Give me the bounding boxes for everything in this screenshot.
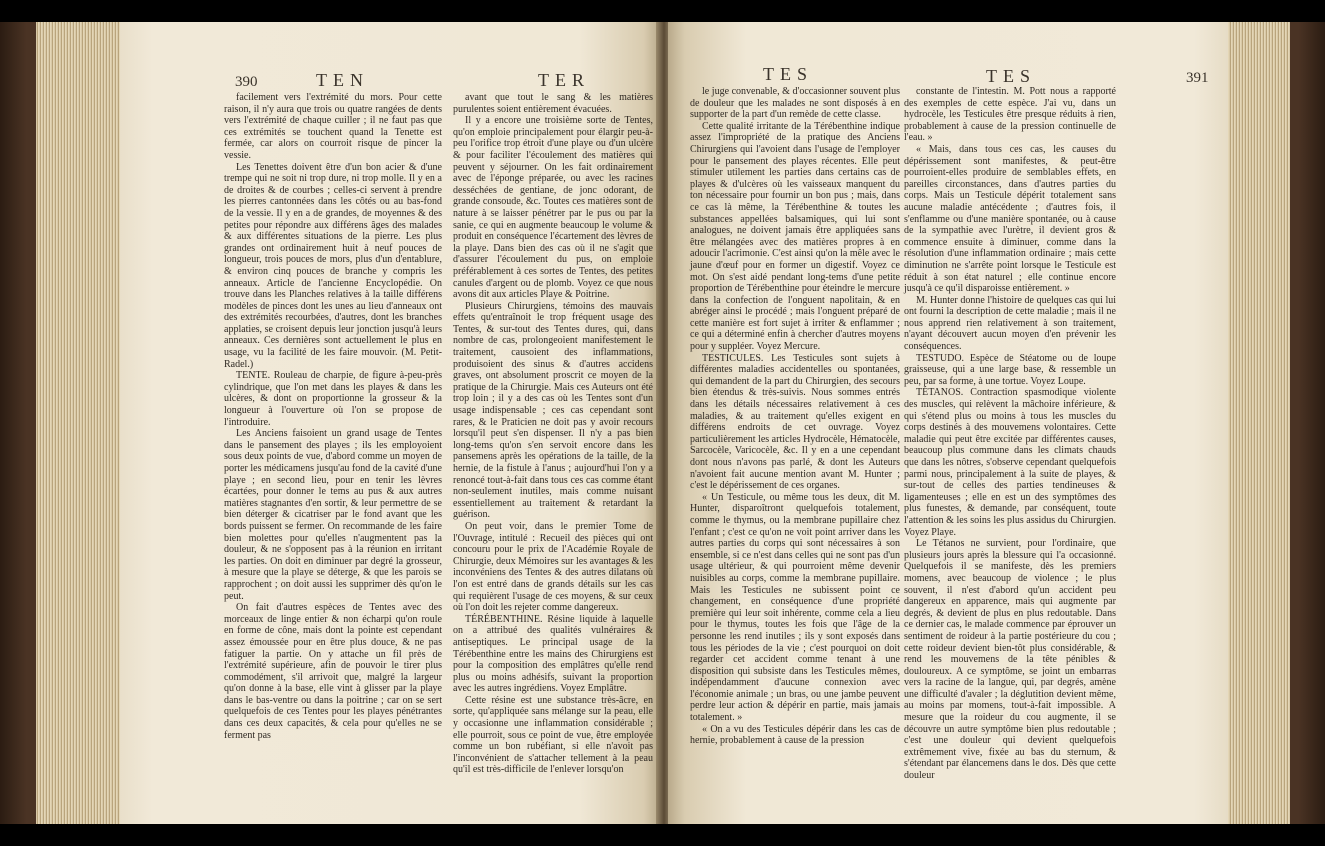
text-column-1 xyxy=(224,92,442,741)
right-page xyxy=(668,22,1228,824)
paragraph: facilement vers l'extrémité du mors. Pour cette raison, il n'y aura que trois ou quatre rangées de dents vers l'extrémité de chaque cuiller ; il ne faut pas que ces extrémités se touchent quand la Tenette est fermée, car alors on courroit risque de pincer la vessie. xyxy=(224,92,442,161)
paragraph: TENTE. Rouleau de charpie, de figure à-peu-près cylindrique, que l'on met dans les playes & dans les ulcères, & dont on proportionne la grosseur & la longueur à l'ouverture où l'on se propose de l'introduire. xyxy=(224,370,442,428)
paragraph: On fait d'autres espèces de Tentes avec des morceaux de linge entier & non écharpi qu'on roule en forme de cône, mais dont la pointe est cependant assez émoussée pour en être plus douce, & ne pas fatiguer la partie. On y attache un fil près de l'extrémité supérieure, afin de pouvoir le tirer plus commodément, s'il arrivoit que, malgré la largeur qu'on donne à la base, elle vint à glisser par la playe dans le bas-ventre ou dans la poitrine ; car on se sert quelquefois de ces Tentes pour les playes pénétrantes dans ces deux capacités, & cela pour qu'elles ne se ferment pas xyxy=(224,602,442,741)
paragraph: Le Tétanos ne survient, pour l'ordinaire, que plusieurs jours après la blessure qui l'a occasionné. Quelquefois il se manifeste, dès les premiers momens, avec beaucoup de violence ; le plus souvent, il n'est d'abord qu'un accident peu dangereux en apparence, mais qui augmente par degrés, & devient de plus en plus redoutable. Dans ce dernier cas, le malade commence par éprouver un sentiment de roideur à la partie postérieure du cou ; cette roideur devient bien-tôt plus considérable, & rend les mouvemens de la tête pénibles & douloureux. A ce symptôme, se joint un embarras vers la racine de la langue, qui, par degrés, amène une difficulté d'avaler ; la déglutition devient même, au moins par momens, tout-à-fait impossible. A mesure que la roideur du cou augmente, il se découvre un autre symptôme bien plus redoutable ; c'est une douleur qui devient quelquefois extrêmement vive, fixée au bas du sternum, & s'étendant par élancemens dans le dos. Dès que cette douleur xyxy=(904,538,1116,782)
paragraph: avant que tout le sang & les matières purulentes soient entièrement évacuées. xyxy=(453,92,653,115)
paragraph: Les Tenettes doivent être d'un bon acier & d'une trempe qui ne soit ni trop dure, ni trop molle. Il y en a de droites & de courbes ; celles-ci servent à prendre les pierres cantonnées dans les côtés ou au bas-fond de la vessie. Il y en a de grandes, de moyennes & des petites pour répondre aux différens âges des malades & aux différentes situations de la pierre. Les plus grandes ont ordinairement huit à neuf pouces de longueur, trois pouces de mors, plus d'un d'entablure, & environ cinq pouces de branche y compris les anneaux. Article de l'ancienne Encyclopédie. On trouve dans les Planches relatives à la taille différens modèles de pinces dont les unes au lieu d'anneaux ont des extrémités recourbées, d'autres, dont les branches applaties, se croisent depuis leur jonction jusqu'à leurs anneaux. Ces dernières sont actuellement le plus en usage, vu la facilité de les faire mouvoir. (M. Petit-Radel.) xyxy=(224,161,442,370)
running-head-right: TER xyxy=(538,70,590,90)
paragraph: le juge convenable, & d'occasionner souvent plus de douleur que les malades ne sont disposés à en supporter de la part d'un remède de cette classe. xyxy=(690,86,900,121)
page-number: 390 xyxy=(235,74,258,90)
paragraph: On peut voir, dans le premier Tome de l'Ouvrage, intitulé : Recueil des pièces qui ont concouru pour le prix de l'Académie Royale de Chirurgie, deux Mémoires sur les avantages & les inconvéniens des Tentes & des autres dilatans où l'on est entré dans de grands détails sur les cas qui requièrent l'usage de ces moyens, & sur ceux où l'on doit les rejeter comme dangereux. xyxy=(453,520,653,614)
paragraph: TÉTANOS. Contraction spasmodique violente des muscles, qui relèvent la mâchoire inférieure, & qui s'étend plus ou moins à tous les muscles du corps destinés à des mouvemens volontaires. Cette maladie qui peut être excitée par différentes causes, beaucoup plus commune dans les climats chauds que dans les nôtres, s'observe cependant quelquefois parmi nous, principalement à la suite de playes, & sur-tout de celles des parties tendineuses & ligamenteuses ; elle en est un des symptômes des plus funestes, & demande, par conséquent, toute l'attention & les soins les plus assidus du Chirurgien. Voyez Playe. xyxy=(904,387,1116,538)
left-page xyxy=(120,22,660,824)
left-page-edges xyxy=(36,22,122,824)
running-head-left: TEN xyxy=(316,70,369,90)
paragraph: TESTICULES. Les Testicules sont sujets à différentes maladies accidentelles ou spontanées, qui demandent de la part du Chirurgien, des secours bien étendus & très-suivis. Nous sommes entrés dans les détails nécessaires relativement à ces maladies, & au traitement qu'elles exigent en différens endroits de cet ouvrage. Voyez particulièrement les articles Hydrocèle, Hématocèle, Sarcocèle, Varicocèle, &c. Il y en a une cependant dont nous n'avons pas parlé, & dont les Auteurs n'avoient fait aucune mention avant M. Hunter ; c'est le dépérissement de ces organes. xyxy=(690,352,900,492)
paragraph: « Mais, dans tous ces cas, les causes du dépérissement sont manifestes, & peut-être pourroient-elles produire de semblables effets, en pareilles circonstances, dans d'autres parties du corps. Mais un Testicule dépérit totalement sans aucune maladie antécédente ; d'autres fois, il s'enflamme ou d'une manière spontanée, ou à cause de la sympathie avec l'urètre, il devient gros & commence ensuite à diminuer, comme dans la résolution d'une inflammation ordinaire ; mais cette diminution ne s'arrête point lorsque le Testicule est réduit à son état naturel ; elle continue encore jusqu'à ce qu'il disparoisse entièrement. » xyxy=(904,143,1116,295)
paragraph: M. Hunter donne l'histoire de quelques cas qui lui ont fourni la description de cette maladie ; mais il ne nous apprend rien relativement à son traitement, n'ayant découvert aucun moyen d'en prévenir les conséquences. xyxy=(904,294,1116,353)
page-number: 391 xyxy=(1186,70,1209,86)
paragraph: Cette résine est une substance très-âcre, en sorte, qu'appliquée sans mélange sur la peau, elle y occasionne une inflammation considérable ; elle pourroit, sous ce point de vue, être employée comme un bon rubéfiant, si elle n'avoit pas l'inconvénient de s'attacher tellement à la peau qu'il est très-difficile de l'enlever lorsqu'on xyxy=(453,694,653,776)
paragraph: « Un Testicule, ou même tous les deux, dit M. Hunter, disparoîtront quelquefois totalement, comme le thymus, ou la membrane pupillaire chez l'enfant ; c'est ce qu'on ne voit point arriver dans les autres parties du corps qui sont nécessaires à son ensemble, si ce n'est dans celles qui ne sont pas d'un usage ultérieur, & qui pourroient même devenir nuisibles au corps, comme la membrane pupillaire. Mais les Testicules ne subissent point ce changement, en conséquence d'une propriété première qui leur soit inhérente, comme cela a lieu pour le thymus, toutes les fois que l'âge de la personne les rend inutiles ; ils y sont exposés dans tous les périodes de la vie ; c'est pourquoi on doit regarder cet accident comme tenant à une disposition qui subsiste dans les Testicules mêmes, indépendamment d'aucune connexion avec l'économie animale ; un bras, ou une jambe peuvent perdre leur action & dépérir en partie, mais jamais totalement. » xyxy=(690,491,900,724)
text-column-2 xyxy=(904,86,1116,782)
running-head-left: TES xyxy=(763,64,814,84)
paragraph: Les Anciens faisoient un grand usage de Tentes dans le pansement des playes ; ils les employoient sous deux points de vue, d'abord comme un moyen de porter les médicamens jusqu'au fond de la cavité d'une playe ; en second lieu, pour en tenir les lèvres écartées, pour donner le tems au pus & aux autres matières stagnantes d'en sortir, & leur permettre de se bien déterger & cicatriser par le fond avant que les bords puissent se fermer. On recommande de les faire bien molettes pour qu'elles n'augmentent pas la douleur, & ne s'opposent pas à la réunion en irritant les parties. On doit en diminuer par degré la grosseur, à mesure que la playe se déterge, & que les parois se rapprochent ; on doit aussi les supprimer dès qu'on le peut. xyxy=(224,428,442,602)
paragraph: TÉRÉBENTHINE. Résine liquide à laquelle on a attribué des qualités vulnéraires & antiseptiques. Le principal usage de la Térébenthine entre les mains des Chirurgiens est pour la composition des emplâtres qu'elle rend plus ou moins adhésifs, suivant la proportion avec les autres ingrédiens. Voyez Emplâtre. xyxy=(453,613,653,695)
paragraph: Plusieurs Chirurgiens, témoins des mauvais effets qu'entraînoit le trop fréquent usage des Tentes, & sur-tout des Tentes dures, qui, dans nombre de cas, prolongeoient manifestement le traitement, causoient des inflammations, produisoient des sinus & d'autres accidens graves, ont absolument proscrit ce moyen de la pratique de la Chirurgie. Mais ces Auteurs ont été trop loin ; il y a des cas où les Tentes sont d'un usage indispensable ; ces cas cependant sont rares, & le Praticien ne doit pas y avoir recours lorsqu'il peut s'en dispenser. Il n'y a pas bien long-tems qu'on s'en servoit encore dans les pansemens après les opérations de la taille, de la hernie, de la fistule à l'anus ; aujourd'hui l'on y a renoncé tout-à-fait dans tous ces cas comme étant non-seulement inutiles, mais comme nuisant essentiellement au traitement & retardant la guérison. xyxy=(453,300,653,521)
running-head-right: TES xyxy=(986,66,1037,86)
text-column-2 xyxy=(453,92,653,776)
paragraph: Il y a encore une troisième sorte de Tentes, qu'on emploie principalement pour élargir peu-à-peu l'orifice trop étroit d'une playe ou d'un ulcère & pour faciliter l'écoulement des matières qui peuvent y séjourner. On les fait ordinairement avec de l'éponge préparée, ou avec les racines desséchées de gentiane, de jonc odorant, de grande consoude, &c. Toutes ces matières sont de nature à se laisser pénétrer par le pus ou par la sanie, ce qui en augmente beaucoup le volume & produit en conséquence l'écartement des lèvres de la playe. Dans bien des cas où il ne s'agit que d'assurer l'écoulement du pus, on emploie préférablement à ces sortes de Tentes, des petites canules d'argent ou de plomb. Voyez ce que nous avons dit aux articles Playe & Poitrine. xyxy=(453,115,653,301)
text-column-1 xyxy=(690,86,900,747)
paragraph: « On a vu des Testicules dépérir dans les cas de hernie, probablement à cause de la pression xyxy=(690,723,900,747)
paragraph: constante de l'intestin. M. Pott nous a rapporté des exemples de cette espèce. J'ai vu, dans un hydrocèle, les Testicules être presque réduits à rien, probablement à cause de la pression continuelle de l'eau. » xyxy=(904,86,1116,144)
paragraph: TESTUDO. Espèce de Stéatome ou de loupe graisseuse, qui a une large base, & ressemble un peu, par sa forme, à une tortue. Voyez Loupe. xyxy=(904,352,1116,387)
open-book xyxy=(0,22,1325,824)
paragraph: Cette qualité irritante de la Térébenthine indique assez l'impropriété de la pratique des Anciens Chirurgiens qui l'avoient dans l'usage de l'employer pour le pansement des playes récentes. Elle peut stimuler utilement les parties dans certains cas de playes & d'ulcères où les vaisseaux manquent du ton nécessaire pour fournir un bon pus ; mais, dans ce cas là même, la Térébenthine & toutes les substances appellées balsamiques, qui lui sont analogues, ne doivent jamais être appliquées sans être mélangées avec des matières propres à en adoucir l'acrimonie. C'est ainsi qu'on la mêle avec le jaune d'œuf pour en former un digestif. Voyez ce mot. On s'est aidé pendant long-tems d'une petite proportion de Térébenthine pour éteindre le mercure dans la confection de l'onguent napolitain, & en abréger ainsi le procédé ; mais l'onguent préparé de cette manière est fort sujet à irriter & enflammer ; ce qui a déterminé enfin à chercher d'autres moyens pour y suppléer. Voyez Mercure. xyxy=(690,120,900,353)
right-page-edges xyxy=(1226,22,1290,824)
